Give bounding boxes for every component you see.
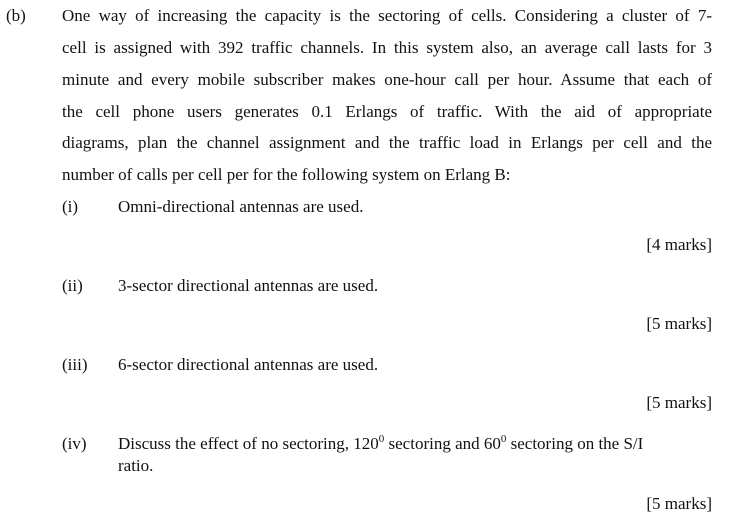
paragraph-line: diagrams, plan the channel assignment and the traffic load in Erlangs per cell and the (62, 133, 712, 152)
item-text: 3-sector directional antennas are used. (118, 276, 379, 295)
paragraph-line: number of calls per cell per for the following system on Erlang B: (62, 165, 511, 184)
paragraph-line: One way of increasing the capacity is the sectoring of cells. Considering a cluster of 7- (62, 6, 712, 25)
paragraph-line: minute and every mobile subscriber makes one-hour call per hour. Assume that each of (62, 70, 712, 89)
marks-label: [5 marks] (646, 314, 712, 333)
item-text: Omni-directional antennas are used. (118, 197, 364, 216)
item-label: (iv) (62, 434, 87, 453)
item-label: (ii) (62, 276, 83, 295)
item-text-continuation: ratio. (118, 456, 154, 475)
paragraph-line: cell is assigned with 392 traffic channels. In this system also, an average call lasts for 3 (62, 38, 712, 57)
marks-label: [5 marks] (646, 393, 712, 412)
item-label: (iii) (62, 355, 88, 374)
item-text (118, 434, 643, 454)
degree-superscript: 0 (378, 433, 385, 445)
marks-label: [4 marks] (646, 235, 712, 254)
degree-superscript: 0 (500, 433, 507, 445)
item-text-part: Discuss the effect of no sectoring, 120 (118, 434, 379, 453)
item-text-part: sectoring and 60 (384, 434, 501, 453)
marks-label: [5 marks] (646, 494, 712, 513)
item-label: (i) (62, 197, 79, 216)
part-label: (b) (6, 6, 26, 25)
paragraph-line: the cell phone users generates 0.1 Erlangs of traffic. With the aid of appropriate (62, 102, 712, 121)
item-text-part: sectoring on the S/I (506, 434, 644, 453)
item-text: 6-sector directional antennas are used. (118, 355, 379, 374)
